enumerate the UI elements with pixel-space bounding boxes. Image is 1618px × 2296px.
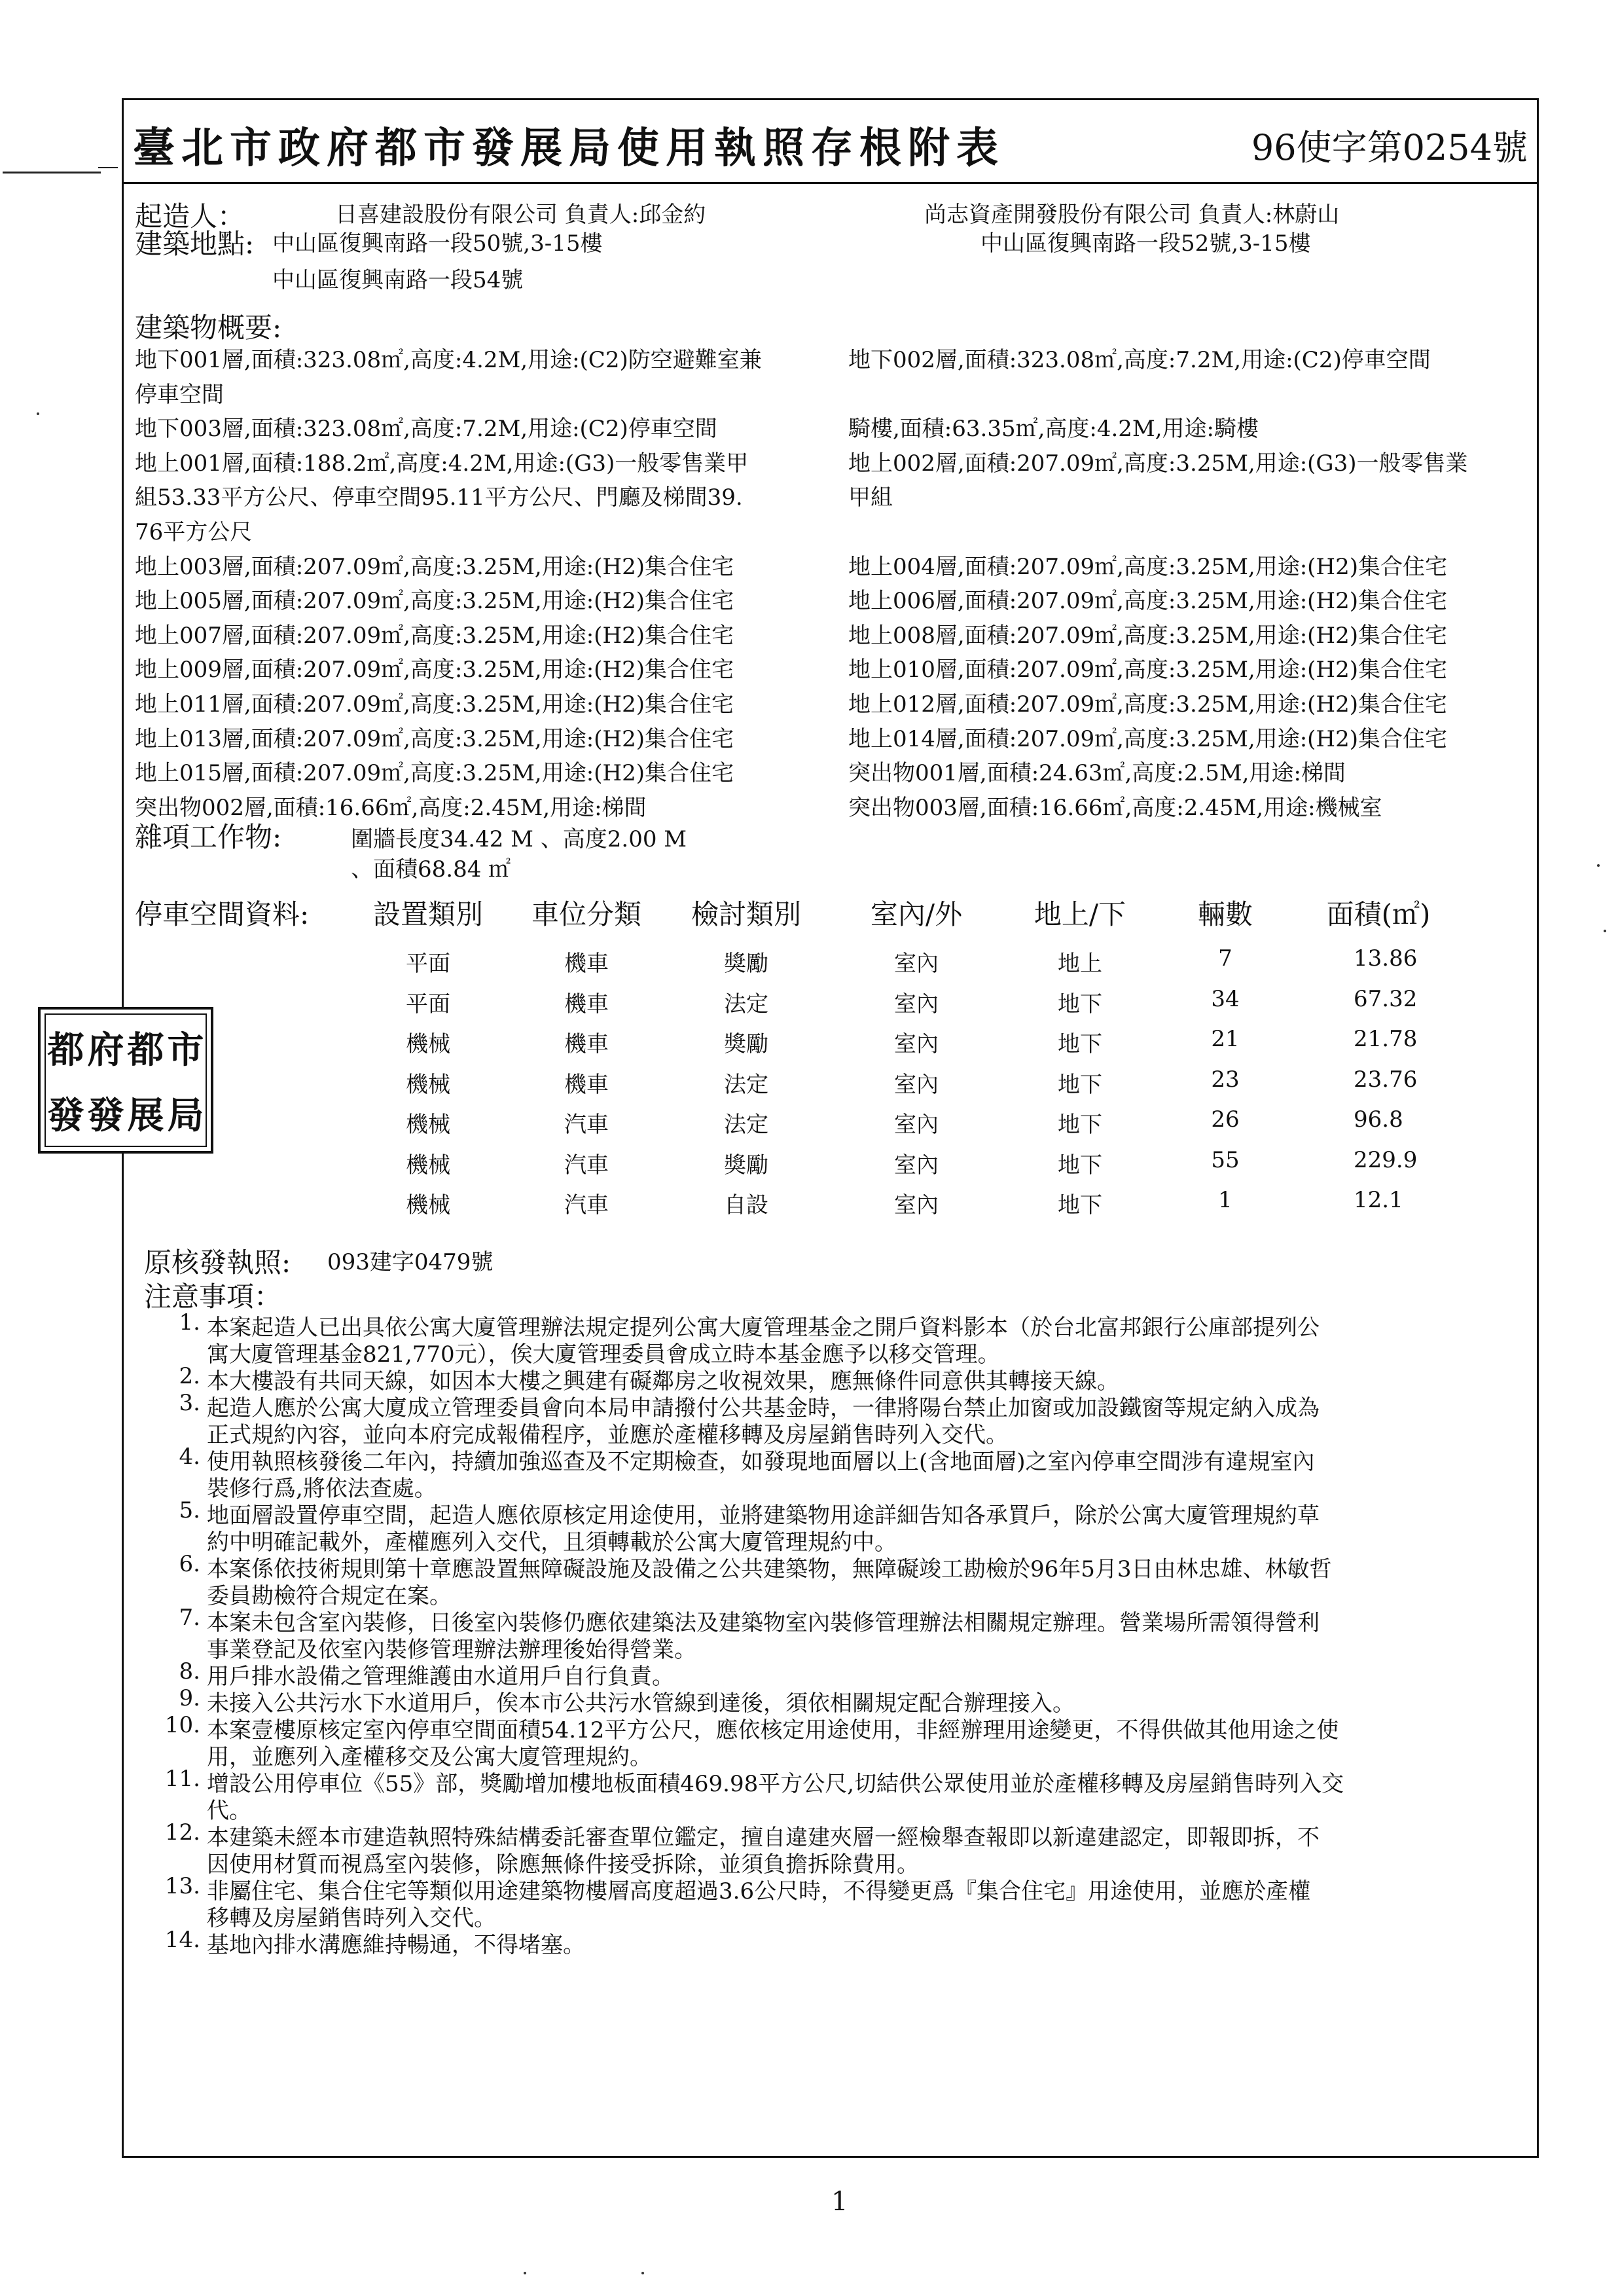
overview-item-left: 組53.33平方公尺、停車空間95.11平方公尺、門廳及梯間39. — [135, 484, 743, 511]
parking-header: 輛數 — [1197, 898, 1253, 930]
note-text: 非屬住宅、集合住宅等類似用途建築物樓層高度超過3.6公尺時，不得變更爲『集合住宅』用途使用，並應於產權 — [207, 1878, 1311, 1904]
note-number: 9. — [179, 1685, 200, 1711]
parking-header: 地上/下 — [1034, 898, 1126, 930]
overview-item-right: 地上004層,面積:207.09㎡,高度:3.25M,用途:(H2)集合住宅 — [848, 554, 1447, 580]
site-address-1: 中山區復興南路一段50號,3-15樓 — [272, 230, 603, 257]
parking-cell: 法定 — [724, 991, 768, 1017]
parking-cell: 7 — [1218, 945, 1232, 972]
overview-item-left: 地上009層,面積:207.09㎡,高度:3.25M,用途:(H2)集合住宅 — [135, 657, 734, 683]
parking-cell: 自設 — [724, 1192, 768, 1218]
builder-right: 尚志資產開發股份有限公司 負責人:林蔚山 — [924, 202, 1340, 228]
note-text: 用戶排水設備之管理維護由水道用戶自行負責。 — [207, 1664, 674, 1690]
note-number: 6. — [179, 1551, 200, 1577]
parking-cell: 室內 — [894, 1152, 939, 1178]
note-text: 委員勘檢符合規定在案。 — [207, 1583, 452, 1609]
note-text: 基地內排水溝應維持暢通，不得堵塞。 — [207, 1932, 585, 1958]
parking-cell: 機械 — [406, 1031, 450, 1057]
note-number: 5. — [179, 1497, 200, 1523]
overview-item-left: 地上001層,面積:188.2㎡,高度:4.2M,用途:(G3)一般零售業甲 — [135, 450, 749, 477]
note-number: 8. — [179, 1658, 200, 1685]
parking-cell: 室內 — [894, 1112, 939, 1138]
seal-character: 市 — [167, 1029, 204, 1072]
note-text: 因使用材質而視爲室內裝修，除應無條件接受拆除，並須負擔拆除費用。 — [207, 1851, 919, 1878]
note-number: 3. — [179, 1390, 200, 1416]
overview-item-right: 地下002層,面積:323.08㎡,高度:7.2M,用途:(C2)停車空間 — [848, 347, 1431, 373]
parking-label: 停車空間資料: — [135, 898, 310, 930]
parking-cell: 機械 — [406, 1112, 450, 1138]
parking-cell: 23.76 — [1354, 1066, 1418, 1093]
note-text: 增設公用停車位《55》部，獎勵增加樓地板面積469.98平方公尺,切結供公眾使用並於產權移轉及房屋銷售時列入交 — [207, 1771, 1344, 1797]
parking-cell: 室內 — [894, 951, 939, 977]
scan-speck — [37, 412, 39, 415]
parking-cell: 12.1 — [1354, 1187, 1403, 1213]
note-text: 本大樓設有共同天線，如因本大樓之興建有礙鄰房之收視效果，應無條件同意供其轉接天線。 — [207, 1368, 1119, 1394]
parking-cell: 機車 — [564, 1072, 609, 1098]
parking-cell: 地下 — [1058, 1112, 1102, 1138]
overview-item-right: 突出物003層,面積:16.66㎡,高度:2.45M,用途:機械室 — [848, 795, 1382, 821]
overview-item-right: 地上002層,面積:207.09㎡,高度:3.25M,用途:(G3)一般零售業 — [848, 450, 1468, 477]
note-text: 本案起造人已出具依公寓大廈管理辦法規定提列公寓大廈管理基金之開戶資料影本（於台北富邦銀行公庫部提列公 — [207, 1315, 1320, 1341]
note-text: 地面層設置停車空間，起造人應依原核定用途使用，並將建築物用途詳細告知各承買戶，除於公寓大廈管理規約草 — [207, 1503, 1320, 1529]
parking-cell: 機械 — [406, 1192, 450, 1218]
scan-speck — [1604, 930, 1606, 932]
overview-item-left: 地下003層,面積:323.08㎡,高度:7.2M,用途:(C2)停車空間 — [135, 416, 717, 442]
parking-cell: 26 — [1211, 1106, 1240, 1133]
note-number: 11. — [164, 1766, 200, 1792]
parking-cell: 機車 — [564, 1031, 609, 1057]
parking-header: 面積(㎡) — [1326, 898, 1431, 930]
note-number: 4. — [179, 1444, 200, 1470]
overview-item-right: 甲組 — [848, 484, 893, 511]
page-number: 1 — [831, 2187, 848, 2217]
scan-speck — [641, 2272, 644, 2274]
parking-cell: 55 — [1211, 1147, 1240, 1173]
parking-header: 設置類別 — [372, 898, 484, 930]
scan-speck — [524, 2272, 526, 2274]
parking-cell: 室內 — [894, 1192, 939, 1218]
note-text: 本案係依技術規則第十章應設置無障礙設施及設備之公共建築物，無障礙竣工勘檢於96年5月3日由林忠雄、林敏哲 — [207, 1556, 1332, 1582]
seal-character: 發 — [87, 1094, 124, 1137]
page-title: 臺北市政府都市發展局使用執照存根附表 — [133, 124, 1005, 173]
original-permit-label: 原核發執照: — [144, 1247, 291, 1279]
overview-item-left: 地上015層,面積:207.09㎡,高度:3.25M,用途:(H2)集合住宅 — [135, 760, 734, 786]
overview-item-right: 地上008層,面積:207.09㎡,高度:3.25M,用途:(H2)集合住宅 — [848, 623, 1447, 649]
parking-cell: 23 — [1211, 1066, 1240, 1093]
note-text: 本案壹樓原核定室內停車空間面積54.12平方公尺，應依核定用途使用，非經辦理用途變更，不得供做其他用途之使 — [207, 1717, 1339, 1743]
note-text: 約中明確記載外，產權應列入交代，且須轉載於公寓大廈管理規約中。 — [207, 1529, 897, 1556]
seal-character: 發 — [47, 1094, 84, 1137]
parking-cell: 地下 — [1058, 1072, 1102, 1098]
parking-cell: 室內 — [894, 991, 939, 1017]
overview-item-right: 地上006層,面積:207.09㎡,高度:3.25M,用途:(H2)集合住宅 — [848, 588, 1447, 614]
note-text: 本案未包含室內裝修，日後室內裝修仍應依建築法及建築物室內裝修管理辦法相關規定辦理。營業場所需領得營利 — [207, 1610, 1320, 1636]
parking-cell: 1 — [1218, 1187, 1232, 1213]
parking-cell: 地下 — [1058, 1031, 1102, 1057]
misc-line-1: 圍牆長度34.42 M 、高度2.00 M — [351, 826, 687, 852]
seal-character: 展 — [127, 1094, 164, 1137]
overview-label: 建築物概要: — [135, 312, 282, 344]
parking-cell: 機車 — [564, 991, 609, 1017]
parking-cell: 地上 — [1058, 951, 1102, 977]
parking-cell: 機械 — [406, 1152, 450, 1178]
note-number: 13. — [164, 1873, 200, 1899]
parking-cell: 獎勵 — [724, 951, 768, 977]
seal-character: 府 — [87, 1029, 124, 1072]
margin-mark — [3, 172, 101, 173]
parking-cell: 汽車 — [564, 1112, 609, 1138]
note-text: 本建築未經本市建造執照特殊結構委託審查單位鑑定，擅自違建夾層一經檢舉查報即以新違建認定，即報即拆，不 — [207, 1825, 1320, 1851]
note-text: 移轉及房屋銷售時列入交代。 — [207, 1905, 496, 1931]
site-label: 建築地點: — [135, 228, 255, 260]
note-number: 7. — [179, 1605, 200, 1631]
overview-item-right: 地上010層,面積:207.09㎡,高度:3.25M,用途:(H2)集合住宅 — [848, 657, 1447, 683]
note-text: 裝修行爲,將依法查處。 — [207, 1476, 437, 1502]
seal-character: 局 — [167, 1094, 204, 1137]
overview-item-left: 地下001層,面積:323.08㎡,高度:4.2M,用途:(C2)防空避難室兼 — [135, 347, 762, 373]
parking-cell: 汽車 — [564, 1152, 609, 1178]
parking-header: 檢討類別 — [691, 898, 802, 930]
parking-cell: 67.32 — [1354, 986, 1418, 1012]
note-text: 代。 — [207, 1798, 251, 1824]
overview-item-left: 地上003層,面積:207.09㎡,高度:3.25M,用途:(H2)集合住宅 — [135, 554, 734, 580]
margin-mark — [98, 167, 118, 168]
misc-label: 雜項工作物: — [135, 821, 282, 853]
seal-character: 都 — [47, 1029, 84, 1072]
note-number: 1. — [179, 1309, 200, 1336]
overview-item-left: 地上011層,面積:207.09㎡,高度:3.25M,用途:(H2)集合住宅 — [135, 691, 734, 718]
builder-left: 日喜建設股份有限公司 負責人:邱金約 — [335, 202, 706, 228]
overview-item-left: 突出物002層,面積:16.66㎡,高度:2.45M,用途:梯間 — [135, 795, 647, 821]
parking-cell: 地下 — [1058, 1192, 1102, 1218]
parking-cell: 獎勵 — [724, 1152, 768, 1178]
notes-label: 注意事項： — [144, 1281, 282, 1313]
note-number: 12. — [164, 1819, 200, 1846]
note-number: 10. — [164, 1712, 200, 1738]
parking-cell: 法定 — [724, 1072, 768, 1098]
parking-cell: 96.8 — [1354, 1106, 1403, 1133]
note-text: 使用執照核發後二年內，持續加強巡查及不定期檢查，如發現地面層以上(含地面層)之室內停車空間涉有違規室內 — [207, 1449, 1315, 1475]
parking-cell: 平面 — [406, 951, 450, 977]
builder-label: 起造人： — [135, 200, 245, 232]
overview-item-right: 突出物001層,面積:24.63㎡,高度:2.5M,用途:梯間 — [848, 760, 1346, 786]
original-permit-value: 093建字0479號 — [327, 1249, 494, 1275]
site-address-3: 中山區復興南路一段54號 — [272, 267, 524, 293]
note-text: 正式規約內容，並向本府完成報備程序，並應於產權移轉及房屋銷售時列入交代。 — [207, 1422, 1008, 1448]
note-text: 未接入公共污水下水道用戶，俟本市公共污水管線到達後，須依相關規定配合辦理接入。 — [207, 1690, 1075, 1717]
parking-header: 室內/外 — [870, 898, 963, 930]
parking-cell: 229.9 — [1354, 1147, 1418, 1173]
note-number: 14. — [164, 1927, 200, 1953]
overview-item-right: 地上012層,面積:207.09㎡,高度:3.25M,用途:(H2)集合住宅 — [848, 691, 1447, 718]
title-row — [124, 100, 1537, 184]
parking-cell: 21.78 — [1354, 1026, 1418, 1052]
permit-number: 96使字第0254號 — [1251, 127, 1528, 168]
overview-item-left: 地上005層,面積:207.09㎡,高度:3.25M,用途:(H2)集合住宅 — [135, 588, 734, 614]
parking-cell: 室內 — [894, 1031, 939, 1057]
parking-cell: 機械 — [406, 1072, 450, 1098]
parking-header: 車位分類 — [531, 898, 642, 930]
overview-item-left: 76平方公尺 — [135, 519, 253, 545]
note-text: 起造人應於公寓大廈成立管理委員會向本局申請撥付公共基金時，一律將陽台禁止加窗或加設鐵窗等規定納入成為 — [207, 1395, 1320, 1421]
note-text: 用，並應列入產權移交及公寓大廈管理規約。 — [207, 1744, 652, 1770]
scan-speck — [1597, 864, 1600, 867]
parking-cell: 汽車 — [564, 1192, 609, 1218]
parking-cell: 室內 — [894, 1072, 939, 1098]
note-number: 2. — [179, 1363, 200, 1389]
parking-cell: 地下 — [1058, 1152, 1102, 1178]
overview-item-left: 停車空間 — [135, 382, 224, 408]
official-seal — [38, 1007, 213, 1154]
parking-cell: 地下 — [1058, 991, 1102, 1017]
seal-character: 都 — [127, 1029, 164, 1072]
overview-item-right: 騎樓,面積:63.35㎡,高度:4.2M,用途:騎樓 — [848, 416, 1259, 442]
parking-cell: 13.86 — [1354, 945, 1418, 972]
parking-cell: 獎勵 — [724, 1031, 768, 1057]
overview-item-left: 地上013層,面積:207.09㎡,高度:3.25M,用途:(H2)集合住宅 — [135, 726, 734, 752]
parking-cell: 法定 — [724, 1112, 768, 1138]
parking-cell: 21 — [1211, 1026, 1240, 1052]
parking-cell: 平面 — [406, 991, 450, 1017]
parking-cell: 機車 — [564, 951, 609, 977]
site-address-2: 中山區復興南路一段52號,3-15樓 — [980, 230, 1311, 257]
overview-item-left: 地上007層,面積:207.09㎡,高度:3.25M,用途:(H2)集合住宅 — [135, 623, 734, 649]
note-text: 事業登記及依室內裝修管理辦法辦理後始得營業。 — [207, 1637, 696, 1663]
misc-line-2: 、面積68.84 ㎡ — [351, 856, 511, 883]
note-text: 寓大廈管理基金821,770元），俟大廈管理委員會成立時本基金應予以移交管理。 — [207, 1341, 1000, 1368]
parking-cell: 34 — [1211, 986, 1240, 1012]
overview-item-right: 地上014層,面積:207.09㎡,高度:3.25M,用途:(H2)集合住宅 — [848, 726, 1447, 752]
